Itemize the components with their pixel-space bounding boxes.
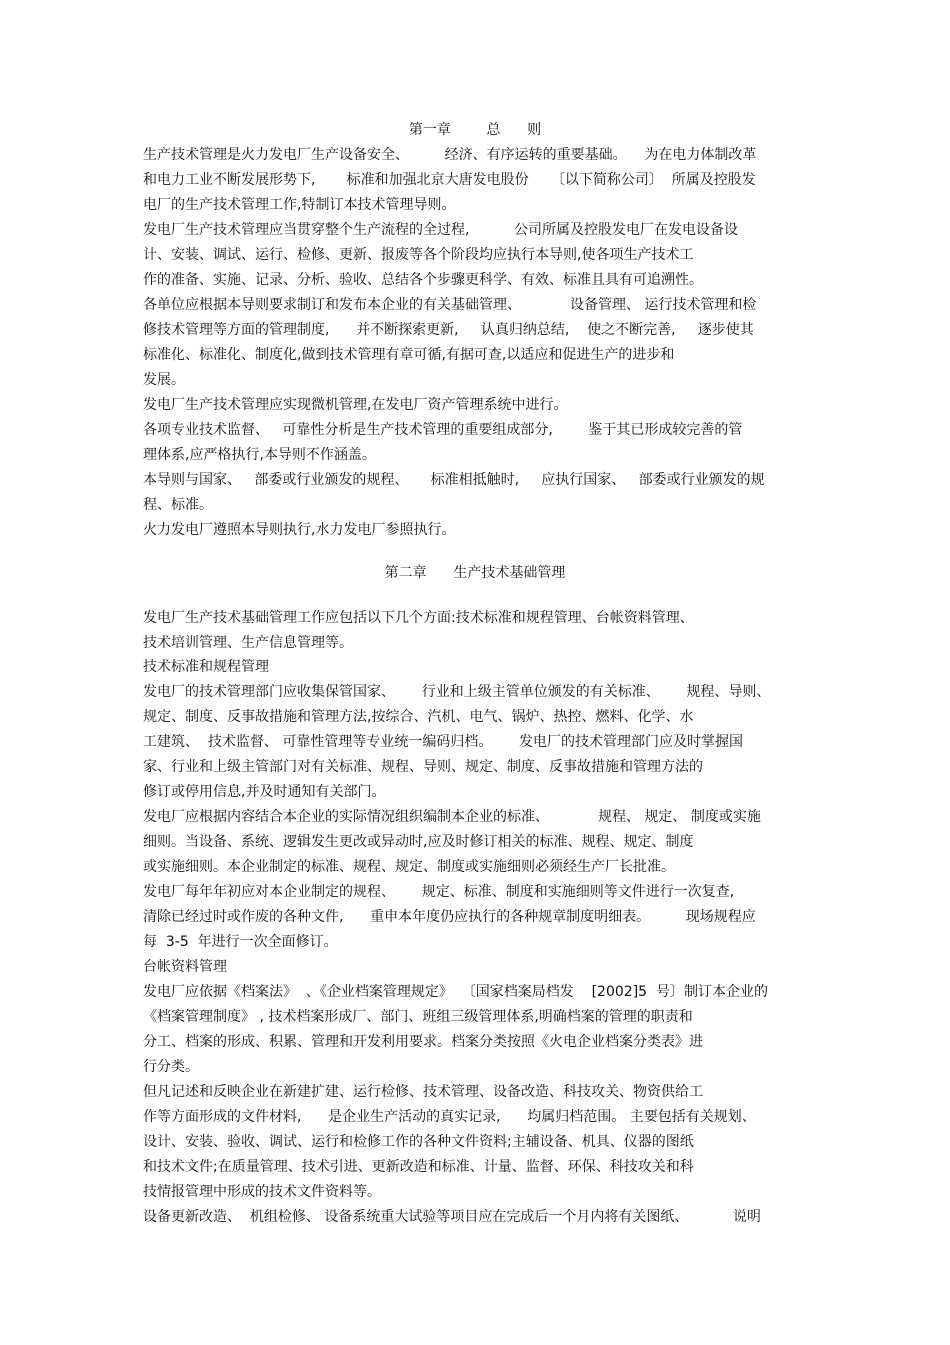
chapter-2-title: 第二章 生产技术基础管理 [384, 565, 566, 581]
paragraph-line: 本导则与国家、 部委或行业颁发的规程、 标准相抵触时, 应执行国家、 部委或行业颁发的规 [143, 472, 765, 488]
paragraph-line: 发电厂的技术管理部门应收集保管国家、 行业和上级主管单位颁发的有关标准、 规程、导则、 [143, 684, 771, 700]
paragraph-line: 发电厂生产技术基础管理工作应包括以下几个方面:技术标准和规程管理、台帐资料管理、 [143, 610, 694, 626]
paragraph-line: 但凡记述和反映企业在新建扩建、运行检修、技术管理、设备改造、科技攻关、物资供给工 [143, 1084, 703, 1100]
paragraph-line: 作等方面形成的文件材料, 是企业生产活动的真实记录, 均属归档范围。 主要包括有关规划、 [143, 1109, 756, 1125]
paragraph-line: 火力发电厂遵照本导则执行,水力发电厂参照执行。 [143, 522, 456, 538]
paragraph-line: 家、行业和上级主管部门对有关标准、规程、导则、规定、制度、反事故措施和管理方法的 [143, 759, 703, 775]
chapter-1-title: 第一章 总 则 [408, 122, 542, 138]
paragraph-line: 发电厂应根据内容结合本企业的实际情况组织编制本企业的标准、 规程、 规定、 制度或实施 [143, 809, 761, 825]
paragraph-line: 细则。当设备、系统、逻辑发生更改或异动时,应及时修订相关的标准、规程、规定、制度 [143, 834, 694, 850]
paragraph-line: 设备更新改造、 机组检修、 设备系统重大试验等项目应在完成后一个月内将有关图纸、 说明 [143, 1209, 761, 1225]
paragraph-line: 发电厂生产技术管理应实现微机管理,在发电厂资产管理系统中进行。 [143, 397, 568, 413]
paragraph-line: 工建筑、 技术监督、 可靠性管理等专业统一编码归档。 发电厂的技术管理部门应及时掌握国 [143, 734, 744, 750]
paragraph-line: 程、标准。 [143, 497, 213, 513]
paragraph-line: 设计、安装、验收、调试、运行和检修工作的各种文件资料;主辅设备、机具、仪器的图纸 [143, 1134, 694, 1150]
section-heading: 技术标准和规程管理 [143, 659, 269, 675]
paragraph-line: 行分类。 [143, 1059, 199, 1075]
paragraph-line: 分工、档案的形成、积累、管理和开发利用要求。档案分类按照《火电企业档案分类表》进 [143, 1034, 703, 1050]
paragraph-line: 每 3-5 年进行一次全面修订。 [143, 934, 338, 950]
paragraph-line: 各单位应根据本导则要求制订和发布本企业的有关基础管理、 设备管理、 运行技术管理和检 [143, 297, 757, 313]
paragraph-line: 技术培训管理、生产信息管理等。 [143, 635, 353, 651]
paragraph-line: 作的准备、实施、记录、分析、验收、总结各个步骤更科学、有效、标准且具有可追溯性。 [143, 272, 703, 288]
paragraph-line: 修订或停用信息,并及时通知有关部门。 [143, 784, 386, 800]
paragraph-line: 和技术文件;在质量管理、技术引进、更新改造和标准、计量、监督、环保、科技攻关和科 [143, 1159, 694, 1175]
paragraph-line: 清除已经过时或作废的各种文件, 重申本年度仍应执行的各种规章制度明细表。 现场规程应 [143, 909, 756, 925]
paragraph-line: 计、安装、调试、运行、检修、更新、报废等各个阶段均应执行本导则,使各项生产技术工 [143, 247, 694, 263]
paragraph-line: 发电厂每年年初应对本企业制定的规程、 规定、标准、制度和实施细则等文件进行一次复查, [143, 884, 735, 900]
paragraph-line: 各项专业技术监督、 可靠性分析是生产技术管理的重要组成部分, 鉴于其已形成较完善的管 [143, 422, 743, 438]
paragraph-line: 标准化、标准化、制度化,做到技术管理有章可循,有据可查,以适应和促进生产的进步和 [143, 347, 675, 363]
paragraph-line: 电厂的生产技术管理工作,特制订本技术管理导则。 [143, 197, 456, 213]
paragraph-line: 修技术管理等方面的管理制度, 并不断探索更新, 认真归纳总结, 使之不断完善, 逐步使其 [143, 322, 754, 338]
paragraph-line: 生产技术管理是火力发电厂生产设备安全、 经济、有序运转的重要基础。 为在电力体制改革 [143, 147, 757, 163]
paragraph-line: 发电厂应依据《档案法》 、《企业档案管理规定》 〔国家档案局档发 [2002]5 号〕制订本企业的 [143, 984, 768, 1000]
paragraph-line: 规定、制度、反事故措施和管理方法,按综合、汽机、电气、锅炉、热控、燃料、化学、水 [143, 709, 694, 725]
paragraph-line: 或实施细则。本企业制定的标准、规程、规定、制度或实施细则必须经生产厂长批准。 [143, 859, 675, 875]
paragraph-line: 发展。 [143, 372, 185, 388]
paragraph-line: 和电力工业不断发展形势下, 标准和加强北京大唐发电股份 〔以下简称公司〕 所属及控股发 [143, 172, 756, 188]
paragraph-line: 理体系,应严格执行,本导则不作涵盖。 [143, 447, 376, 463]
paragraph-line: 技情报管理中形成的技术文件资料等。 [143, 1184, 381, 1200]
paragraph-line: 《档案管理制度》 , 技术档案形成厂、部门、班组三级管理体系,明确档案的管理的职责和 [143, 1009, 693, 1025]
paragraph-line: 发电厂生产技术管理应当贯穿整个生产流程的全过程, 公司所属及控股发电厂在发电设备设 [143, 222, 738, 238]
section-heading: 台帐资料管理 [143, 959, 227, 975]
